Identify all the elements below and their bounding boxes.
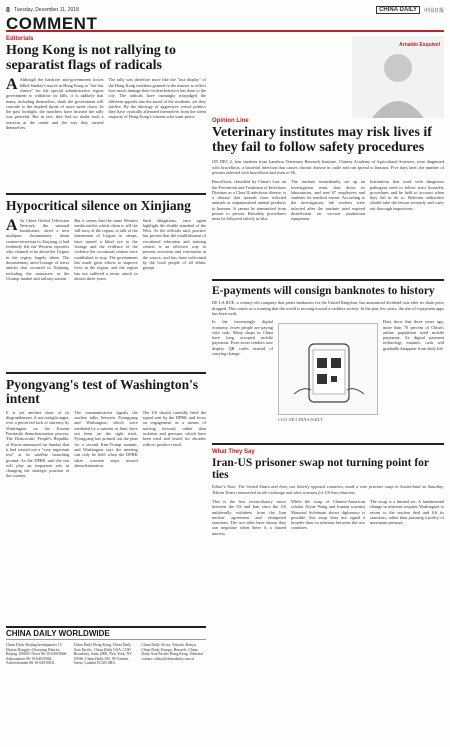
cartoon-block — [278, 319, 378, 439]
editorial-body-col1: Although the hardcore anti-government forces billed Sunday's march in Hong Kong as "the last chance" for the special administrative region government to withdraw its bills, it is unlikely that many, including themselves, think the government will concede to the implied threat of more street chaos. In the past fortnight, the marchers have insisted the rally was peaceful. But in fact, they had no doubt such a reaction at the outset and the way they carried themselves. — [6, 77, 104, 131]
footer-col3: China Daily Africa, Nairobi, Kenya. China Daily Europe, Brussels. China Daily Asia Pacific Hong Kong. Editorial contact: editor@chinadaily.com.cn — [141, 643, 203, 661]
page-number: 8 — [6, 6, 10, 14]
author-photo — [212, 36, 444, 118]
masthead-footer — [6, 626, 206, 744]
right-column — [212, 36, 444, 617]
iran-article — [212, 449, 444, 617]
epayment-article — [212, 285, 444, 439]
paper-name-cn: 中国日报 — [423, 7, 444, 14]
vet-body-col2: The institute immediately set up an investigation team, shut down its laboratories, and sent 67 employees and students for medical exams. According to the investigation, lab workers were infected after the institute used expired disinfectant on vaccine production equipment. — [291, 179, 365, 222]
iran-body-col3: The swap is a limited act. A fundamental change in relations requires Washington to return to the nuclear deal and lift its sanctions, rather than pursuing a policy of maximum pressure. — [370, 498, 444, 526]
editorial-kicker: Editorials — [6, 36, 34, 42]
section-title: COMMENT — [6, 14, 98, 33]
footer-col2: China Daily Hong Kong. China Daily Asia Pacific. China Daily USA, 1500 Broadway, Suite 2800, New York, NY 10036. China Daily UK, 90 Cannon Street, London EC4N 6HA. — [73, 643, 132, 666]
pyongyang-headline: Pyongyang's test of Washington's intent — [6, 376, 199, 406]
xinjiang-body-col1: As China Global Television Network, the national broadcaster, aired a new multipart documentary about counter-terrorism in Xinjiang, it had evidently left the Western reporters who claimed to be about the Uygurs in the region largely silent. The documentary aired footage of terror attacks that occurred in Xinjiang, including the massacres at the Urumqi market and railway station. — [6, 217, 70, 281]
iran-intro: Editor's Note: The United States and Iran, two bitterly opposed countries, made a rare prisoner swap in Switzerland on Saturday. Tehran Times commented on the exchange and what it means for US-Iran relations. — [212, 484, 444, 495]
pyongyang-body-col2: The communication signals the nuclear talks between Pyongyang and Washington, which were mediated by a summit in June, have not been on the right track. Pyongyang has pointed out the plan for a second Kim-Trump summit, and Washington says the meeting can only be held when the DPRK takes concrete steps toward denuclearization. — [74, 409, 138, 468]
editorial-headline: Hong Kong is not rallying to separatist flags of radicals — [6, 43, 176, 73]
cartoon-credit: LUO JIE/CHINA DAILY — [278, 417, 323, 423]
pyongyang-article — [6, 378, 206, 590]
iran-headline: Iran-US prisoner swap not turning point for ties — [212, 457, 429, 482]
author-name: Arnaldo Esquivel — [399, 42, 440, 48]
vet-article — [212, 118, 444, 275]
opinion-kicker: Opinion Line — [212, 118, 249, 124]
drop-cap: A — [6, 217, 18, 234]
iran-kicker: What They Say — [212, 449, 255, 456]
xinjiang-article — [6, 199, 206, 367]
iran-body-col1: This is the first reconciliatory move between the US and Iran since the US unilaterally withdrew from the Iran nuclear agreement and reimposed sanctions. The two sides have shown they can negotiate when there is a shared interest. — [212, 498, 286, 536]
vet-intro: ON DEC 2, four students from Lanzhou Veterinary Research Institute, Chinese Academy of Agricultural Sciences, were diagnosed with brucellosis, a bacterial infection that causes chronic disease in cattle and can spread to humans. Five days later, the number of persons infected with brucellosis had risen to 96. — [212, 159, 444, 175]
vet-headline: Veterinary institutes may risk lives if they fail to follow safety procedures — [212, 125, 432, 155]
xinjiang-body-col2: But it seems that the same Western media outlets which claim to tell the full story of the region, or talk of the internment of Uygurs in camps, have turned a blind eye to the footage and the evidence of the violence the vocational centers were established to stop. The government has made great efforts to improve lives in the region, and the region has not suffered a terror attack in almost three years. — [74, 217, 138, 281]
epayment-body-col3: Data show that three years ago, more than 70 percent of China's online population used mobile payments. As digital payment technology matures, cash will gradually disappear from daily life. — [383, 319, 444, 351]
author-photo-area — [212, 36, 444, 118]
pyongyang-body-col1: It is yet another show of its disgruntlement, if not outright anger, over a perceived lack of sincerity by Washington on the Korean Peninsula denuclearization process. The Democratic People's Republic of Korea announced on Sunday that it had carried out a "very important test" at its satellite launching ground. As the DPRK said the test will play an important role in changing the strategic position of the country. — [6, 409, 70, 479]
xinjiang-body-col3: Such allegations, once again highlight the double standard of the West. As the officials said, practice has proven that the establishment of vocational education and training centers is an effective way to prevent terrorism and extremism at the source, and has been welcomed by the local people of all ethnic groups. — [142, 217, 206, 271]
footer-col1: China Daily Beijing headquarters 15 Huixin Dongjie, Chaoyang District, Beijing 100029. News 86-10-64918366. Subscription 86-10-64918364. Advertisement 86-10-64918631. — [6, 643, 68, 666]
xinjiang-headline: Hypocritical silence on Xinjiang — [6, 198, 191, 214]
editorial-body-col2: The rally was therefore more like the "last display" of the Hong Kong residents granted to the masses to reflect how much damage their violent behavior has done to the city. The radicals have cunningly misjudged the different appeals into the mood of the residents, yet they misfire. By the ideology of aggressive crowd politics they have cynically alienated themselves from the silent majority of Hong Kong's citizens who want peace. — [108, 77, 206, 120]
editorial-article — [6, 36, 206, 189]
issue-date: Tuesday, December 11, 2018 — [13, 7, 79, 13]
drop-cap: A — [6, 77, 18, 94]
paper-name: CHINA DAILY — [376, 6, 420, 14]
vet-body-col1: Brucellosis, classified by China's Law on the Prevention and Treatment of Infectious Diseases as a Class II infectious disease, is a disease that spreads from infected animals or unpasteurized animal products to humans. It cannot be transmitted from person to person. Biosafety procedures must be followed strictly in labs. — [212, 179, 286, 222]
epayment-headline: E-payments will consign banknotes to history — [212, 285, 435, 298]
vet-body-col3: Institutions that work with dangerous pathogens need to follow strict biosafety procedures and be held to account when they fail to do so. Relevant authorities should take the lesson seriously and carry out thorough inspections. — [370, 179, 444, 211]
left-column — [6, 36, 206, 590]
section-masthead — [6, 14, 444, 32]
pyongyang-body-col3: The US should carefully heed the signal sent by the DPRK and focus on engagement as a means of moving forward, rather than isolation and pressure, which have been tried and tested for decades with no positive result. — [142, 409, 206, 447]
paper-brand — [376, 6, 444, 14]
iran-body-col2: While the swap of Chinese-American scholar Xiyue Wang and Iranian scientist Massoud Soleimani shows diplomacy is possible, this swap does not signal a broader thaw in relations between the two countries. — [291, 498, 365, 531]
cartoon-illustration — [278, 323, 378, 415]
epayment-intro: DE LA RUE, a century-old company that prints banknotes for the United Kingdom, has announced dividend cuts after its share price dropped. This comes as a warning that the world is moving toward a cashless society. In the past few years, the rise of e-payment apps has been swift. — [212, 300, 444, 316]
footer-title: CHINA DAILY WORLDWIDE — [6, 626, 206, 640]
epayment-body-col2: In the increasingly digital economy, fewer people are paying with cash. Many shops in China have long accepted mobile payments. Even street vendors now display QR codes instead of carrying change. — [212, 319, 273, 356]
